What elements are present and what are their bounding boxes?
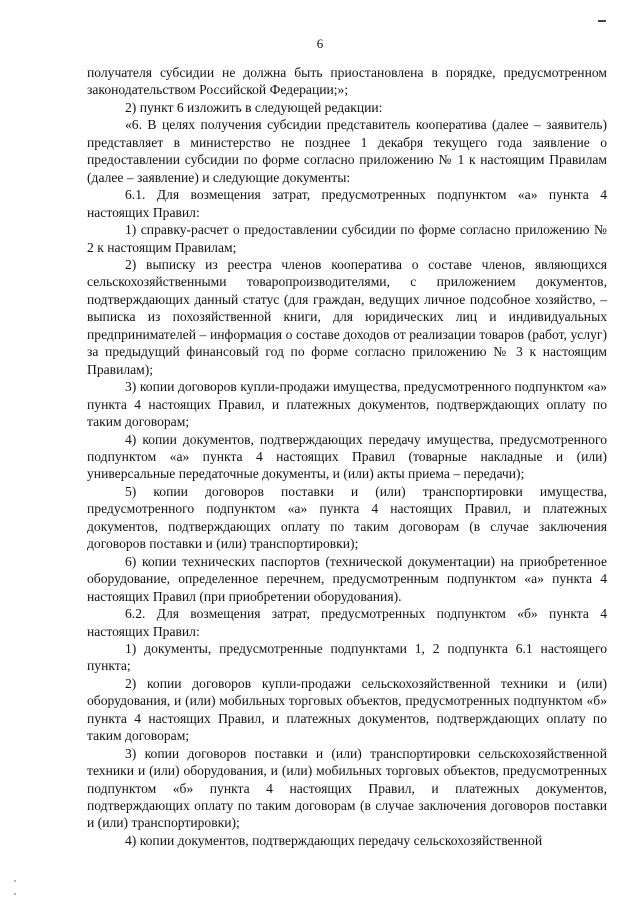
page-number: 6: [316, 36, 324, 51]
paragraph: 6.2. Для возмещения затрат, предусмотренных подпунктом «б» пункта 4 настоящих Правил:: [87, 606, 607, 639]
scan-mark: [598, 20, 606, 22]
paragraph: 3) копии договоров купли-продажи имущества, предусмотренного подпунктом «а» пункта 4 настоящих Правил, и платежных документов, подтверждающих оплату по таким договорам;: [87, 379, 607, 430]
paragraph: 2) выписку из реестра членов кооператива о составе членов, являющихся сельскохозяйственными товаропроизводителями, с приложением документов, подтверждающих данный статус (для граждан, ведущих личное подсобное хозяйство, – выписка из похозяйственной книги, для юридических лиц и индивидуальных предпринимателей – информация о составе доходов от реализации товаров (работ, услуг) за предыдущий финансовый год по форме согласно приложению № 3 к настоящим Правилам);: [87, 256, 607, 377]
scan-dot: [14, 880, 16, 882]
document-body: [87, 64, 607, 849]
paragraph: 3) копии договоров поставки и (или) транспортировки сельскохозяйственной техники и (или) оборудования, и (или) мобильных торговых объектов, предусмотренных подпунктом «б» пункта 4 настоящих Правил, и платежных документов, подтверждающих оплату по таким договорам (в случае заключения договоров поставки и (или) транспортировки);: [87, 745, 607, 831]
scan-dot: [14, 893, 16, 895]
paragraph: 4) копии документов, подтверждающих передачу имущества, предусмотренного подпунктом «а» пункта 4 настоящих Правил (товарные накладные и (или) универсальные передаточные документы, и (или) акты приема – передачи);: [87, 431, 607, 482]
paragraph: 1) документы, предусмотренные подпунктами 1, 2 подпункта 6.1 настоящего пункта;: [87, 640, 607, 674]
paragraph: 6.1. Для возмещения затрат, предусмотренных подпунктом «а» пункта 4 настоящих Правил:: [87, 187, 607, 220]
paragraph: получателя субсидии не должна быть приостановлена в порядке, предусмотренном законодательством Российской Федерации;»;: [87, 65, 607, 98]
paragraph: 2) пункт 6 изложить в следующей редакции:: [125, 99, 383, 115]
paragraph: 6) копии технических паспортов (технической документации) на приобретенное оборудование, определенное перечнем, предусмотренным подпунктом «а» пункта 4 настоящих Правил (при приобретении оборудования).: [87, 553, 607, 604]
paragraph: 1) справку-расчет о предоставлении субсидии по форме согласно приложению № 2 к настоящим Правилам;: [87, 222, 607, 255]
paragraph: 2) копии договоров купли-продажи сельскохозяйственной техники и (или) оборудования, и (или) мобильных торговых объектов, предусмотренных подпунктом «б» пункта 4 настоящих Правил, и платежных документов, подтверждающих оплату по таким договорам;: [87, 675, 607, 744]
paragraph: 5) копии договоров поставки и (или) транспортировки имущества, предусмотренного подпунктом «а» пункта 4 настоящих Правил, и платежных документов, подтверждающих оплату по таким договорам (в случае заключения договоров поставки и (или) транспортировки);: [87, 483, 607, 552]
paragraph: «6. В целях получения субсидии представитель кооператива (далее – заявитель) представляет в министерство не позднее 1 декабря текущего года заявление о предоставлении субсидии по форме согласно приложению № 1 к настоящим Правилам (далее – заявление) и следующие документы:: [87, 117, 607, 185]
paragraph: 4) копии документов, подтверждающих передачу сельскохозяйственной: [125, 832, 543, 848]
